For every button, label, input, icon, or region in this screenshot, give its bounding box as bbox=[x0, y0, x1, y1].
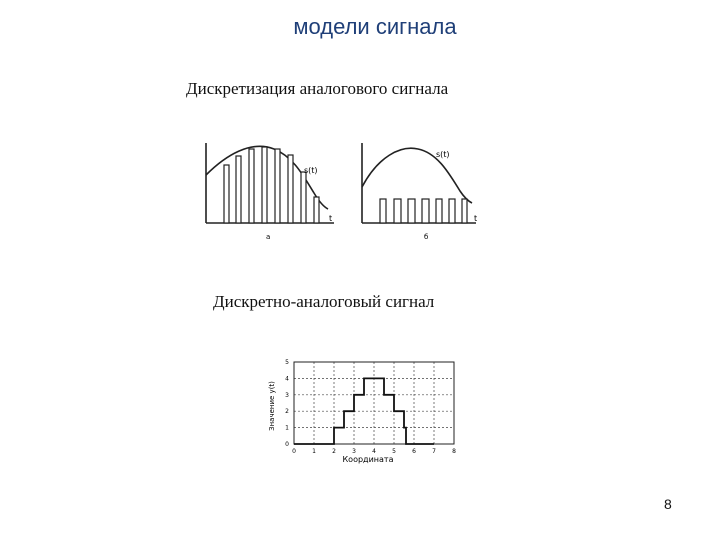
sample-pulse bbox=[380, 199, 386, 223]
sample-pulse bbox=[462, 199, 467, 223]
y-tick-label: 0 bbox=[285, 441, 289, 448]
x-tick-label: 0 bbox=[292, 448, 296, 455]
chart-grid bbox=[294, 362, 454, 444]
sample-pulse bbox=[408, 199, 415, 223]
x-tick-label: 6 bbox=[412, 448, 416, 455]
curve-label: s(t) bbox=[304, 166, 318, 175]
y-tick-label: 4 bbox=[285, 375, 289, 383]
sample-pulse bbox=[314, 197, 319, 223]
y-axis-title: Значение y(t) bbox=[268, 381, 276, 431]
signal-curve bbox=[362, 148, 472, 203]
sample-pulse bbox=[301, 172, 306, 223]
y-tick-label: 1 bbox=[285, 424, 289, 432]
sample-pulse bbox=[249, 149, 254, 223]
sample-pulse bbox=[262, 147, 267, 223]
sample-pulses bbox=[380, 199, 467, 223]
sample-pulse bbox=[224, 165, 229, 223]
x-tick-label: 7 bbox=[432, 448, 436, 455]
sample-pulse bbox=[236, 156, 241, 223]
curve-label: s(t) bbox=[436, 150, 450, 159]
sample-pulse bbox=[394, 199, 401, 223]
sample-pulse bbox=[436, 199, 442, 223]
x-tick-label: 1 bbox=[312, 448, 316, 455]
x-tick-label: 4 bbox=[372, 448, 376, 455]
page-number: 8 bbox=[664, 496, 672, 512]
y-tick-label: 5 bbox=[285, 359, 289, 366]
y-tick-label: 3 bbox=[285, 391, 289, 399]
sampling-caption: Дискретизация аналогового сигнала bbox=[186, 79, 449, 98]
sample-pulse bbox=[275, 149, 280, 223]
sampling-figure-a bbox=[196, 135, 346, 245]
x-tick-label: 8 bbox=[452, 448, 456, 455]
sample-pulses bbox=[224, 147, 319, 223]
y-tick-label: 2 bbox=[285, 408, 289, 416]
figure-sublabel: б bbox=[424, 233, 429, 241]
discrete-analog-caption: Дискретно-аналоговый сигнал bbox=[213, 292, 435, 311]
axis-label: t bbox=[474, 214, 478, 223]
axis-label: t bbox=[329, 214, 333, 223]
x-tick-label: 2 bbox=[332, 448, 336, 455]
chart-ticks bbox=[285, 359, 456, 455]
x-tick-label: 3 bbox=[352, 448, 356, 455]
figure-sublabel: а bbox=[266, 233, 271, 241]
x-tick-label: 5 bbox=[392, 448, 396, 455]
step-chart bbox=[264, 356, 464, 468]
sample-pulse bbox=[288, 155, 293, 223]
sampling-figure-b bbox=[350, 135, 490, 245]
sample-pulse bbox=[449, 199, 455, 223]
sample-pulse bbox=[422, 199, 429, 223]
x-axis-title: Координата bbox=[342, 455, 394, 464]
slide-title: модели сигнала bbox=[293, 14, 457, 39]
